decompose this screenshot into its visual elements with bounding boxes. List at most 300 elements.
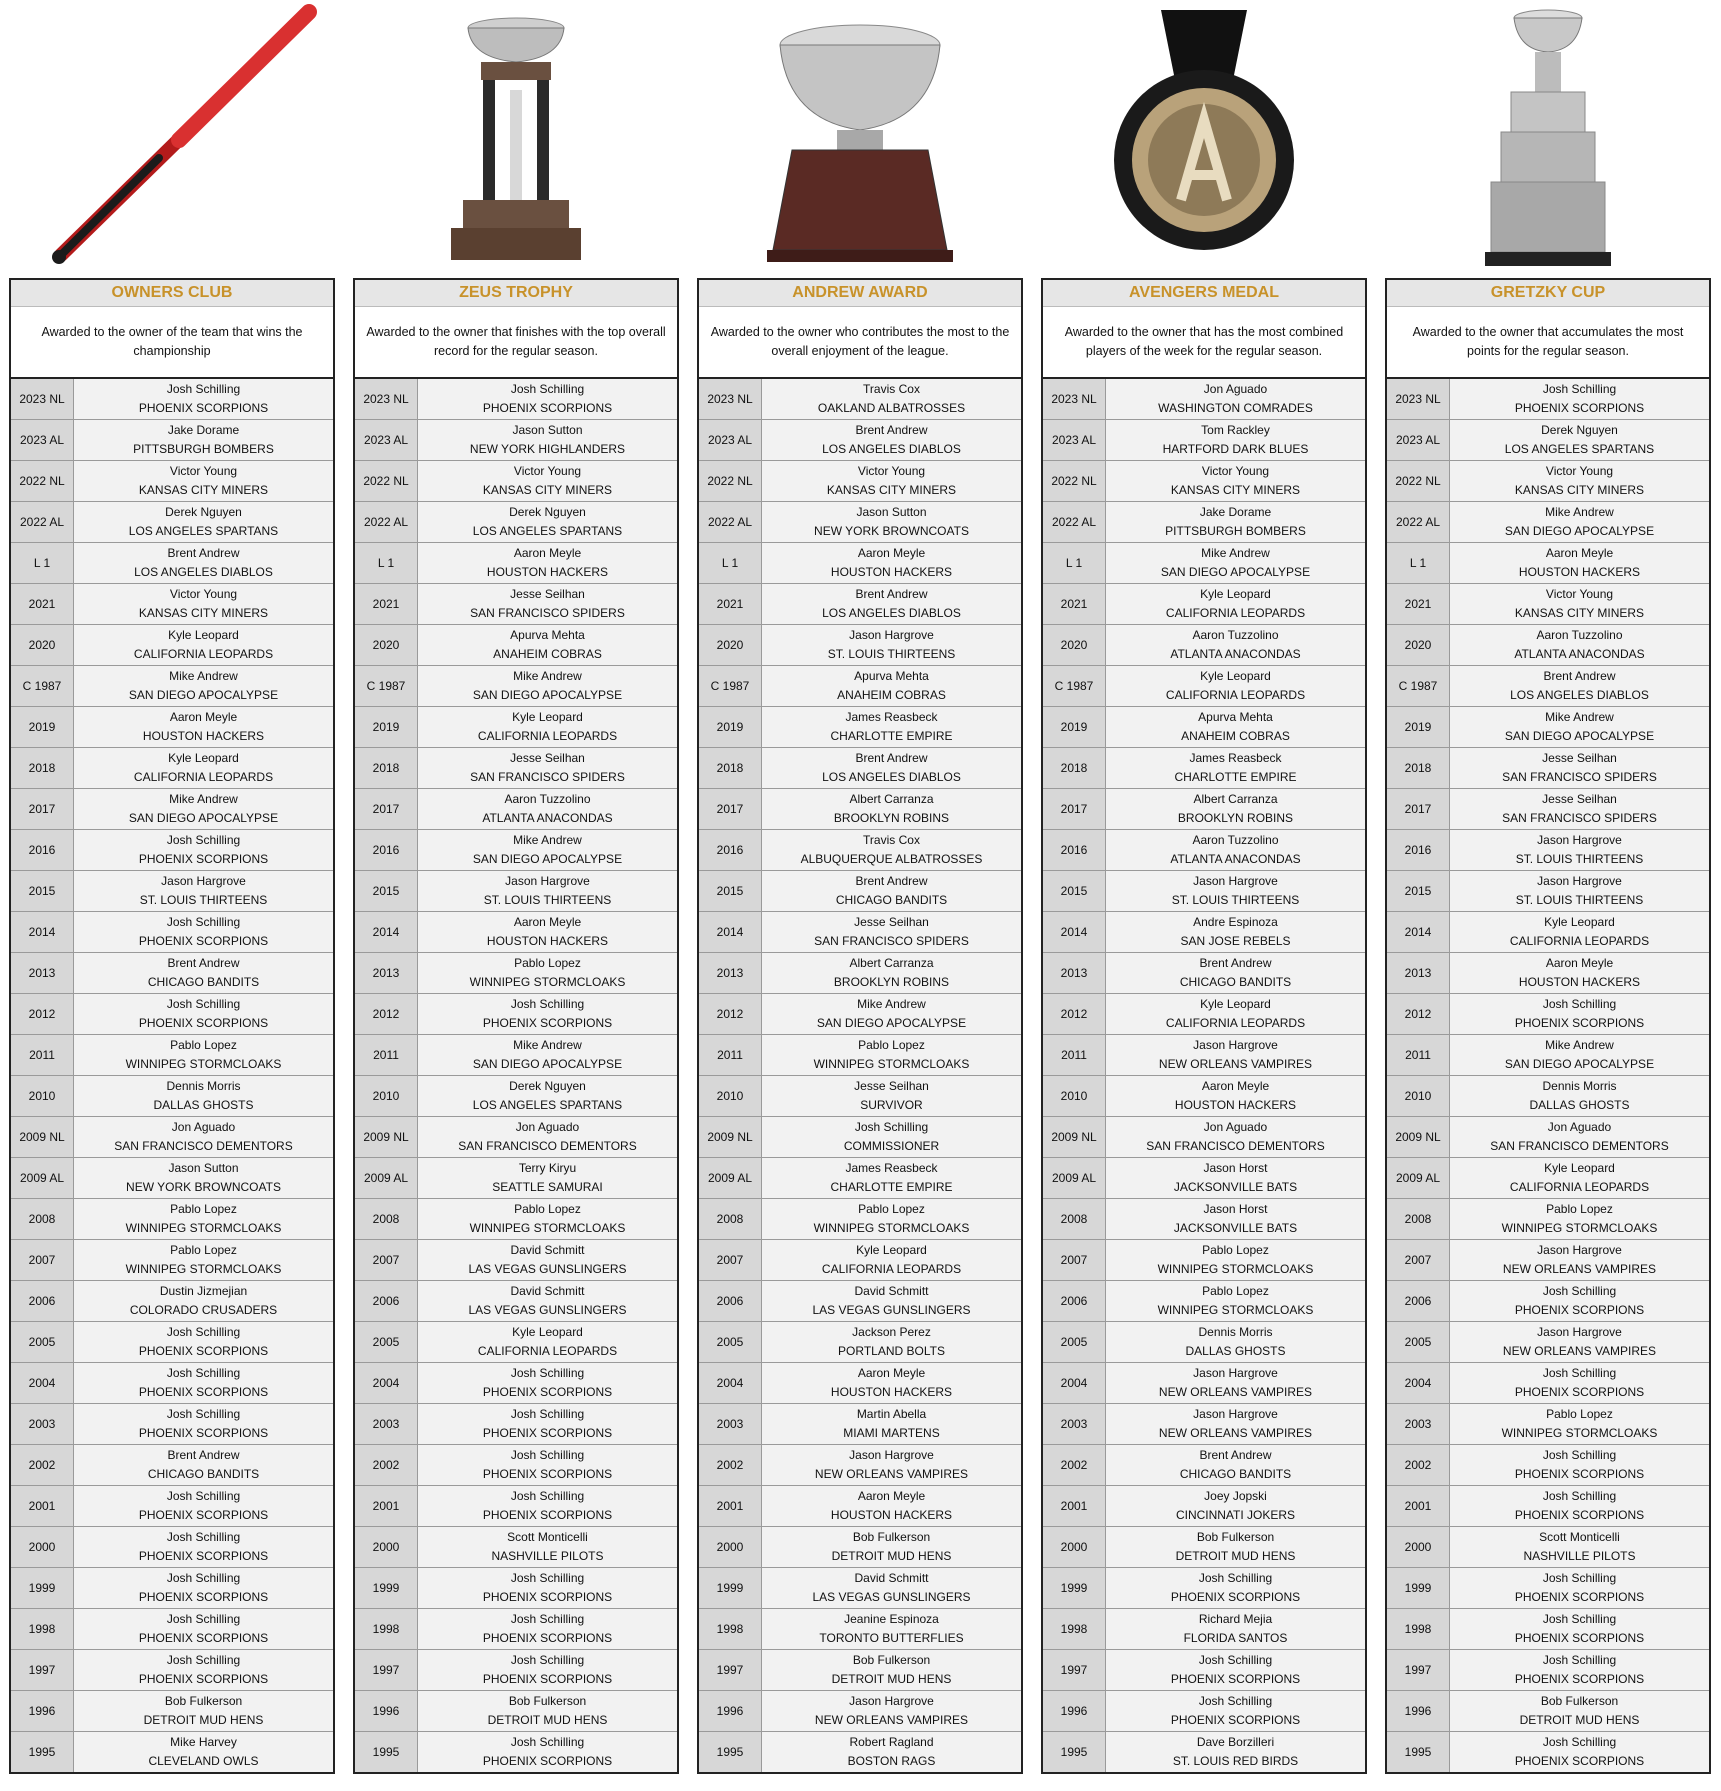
owner-name: Albert Carranza: [1193, 792, 1278, 806]
season-year: 2002: [11, 1445, 74, 1485]
owner-name: Kyle Leopard: [1200, 669, 1271, 683]
season-year: 2006: [355, 1281, 418, 1321]
team-name: PHOENIX SCORPIONS: [1514, 1590, 1645, 1604]
table-row: [699, 625, 1021, 666]
season-year: 2008: [699, 1199, 762, 1239]
season-year: 2004: [11, 1363, 74, 1403]
winner-cell: [418, 1117, 677, 1157]
season-year: 1996: [355, 1691, 418, 1731]
table-row: [1387, 1609, 1709, 1650]
winner-cell: [74, 1322, 333, 1362]
season-year: 2022 NL: [1043, 461, 1106, 501]
table-row: [699, 1322, 1021, 1363]
table-row: [11, 625, 333, 666]
season-year: 2014: [11, 912, 74, 952]
table-row: [11, 1445, 333, 1486]
season-year: 2013: [355, 953, 418, 993]
table-row: [355, 1650, 677, 1691]
team-name: KANSAS CITY MINERS: [138, 483, 269, 497]
season-year: 2019: [1387, 707, 1450, 747]
team-name: BROOKLYN ROBINS: [1177, 811, 1294, 825]
table-row: [11, 707, 333, 748]
season-year: 1999: [11, 1568, 74, 1608]
owner-name: Josh Schilling: [510, 997, 585, 1011]
team-name: SAN DIEGO APOCALYPSE: [1504, 524, 1655, 538]
season-year: 2005: [699, 1322, 762, 1362]
owner-name: Kyle Leopard: [168, 751, 239, 765]
table-row: [699, 1404, 1021, 1445]
winner-cell: [1450, 953, 1709, 993]
team-name: HOUSTON HACKERS: [486, 934, 609, 948]
owner-name: Brent Andrew: [855, 874, 928, 888]
owner-name: Jason Horst: [1203, 1161, 1268, 1175]
team-name: WINNIPEG STORMCLOAKS: [125, 1262, 282, 1276]
season-year: 2022 NL: [699, 461, 762, 501]
season-year: 1998: [1387, 1609, 1450, 1649]
team-name: PHOENIX SCORPIONS: [1514, 401, 1645, 415]
table-row: [1387, 1240, 1709, 1281]
team-name: LOS ANGELES SPARTANS: [472, 1098, 623, 1112]
team-name: LOS ANGELES SPARTANS: [472, 524, 623, 538]
season-year: C 1987: [355, 666, 418, 706]
team-name: KANSAS CITY MINERS: [826, 483, 957, 497]
winner-cell: [1106, 1527, 1365, 1567]
table-row: [355, 748, 677, 789]
season-year: 2008: [355, 1199, 418, 1239]
team-name: PHOENIX SCORPIONS: [1514, 1672, 1645, 1686]
team-name: HOUSTON HACKERS: [830, 1385, 953, 1399]
table-row: [699, 420, 1021, 461]
winner-cell: [762, 1691, 1021, 1731]
team-name: ANAHEIM COBRAS: [493, 647, 602, 661]
season-year: 2013: [1387, 953, 1450, 993]
owner-name: Pablo Lopez: [1202, 1243, 1269, 1257]
table-row: [355, 1691, 677, 1732]
season-year: 2018: [1387, 748, 1450, 788]
winner-cell: [1450, 1035, 1709, 1075]
winner-cell: [1106, 1691, 1365, 1731]
season-year: 1995: [699, 1732, 762, 1772]
season-year: 1995: [1387, 1732, 1450, 1772]
season-year: 2016: [355, 830, 418, 870]
team-name: PHOENIX SCORPIONS: [482, 1016, 613, 1030]
table-row: [355, 830, 677, 871]
award-zeus-trophy: [353, 0, 679, 1774]
table-row: [699, 953, 1021, 994]
team-name: SAN DIEGO APOCALYPSE: [816, 1016, 967, 1030]
team-name: NEW ORLEANS VAMPIRES: [1158, 1385, 1313, 1399]
season-year: 2015: [1043, 871, 1106, 911]
team-name: CHICAGO BANDITS: [835, 893, 948, 907]
team-name: BROOKLYN ROBINS: [833, 975, 950, 989]
table-row: [355, 502, 677, 543]
season-year: 2017: [1043, 789, 1106, 829]
owner-name: Andre Espinoza: [1193, 915, 1278, 929]
owner-name: Pablo Lopez: [1546, 1202, 1613, 1216]
table-row: [1387, 502, 1709, 543]
table-row: [1387, 1076, 1709, 1117]
winner-cell: [418, 1486, 677, 1526]
team-name: SAN DIEGO APOCALYPSE: [472, 688, 623, 702]
season-year: 2023 AL: [1043, 420, 1106, 460]
team-name: CALIFORNIA LEOPARDS: [1165, 688, 1306, 702]
season-year: 2019: [355, 707, 418, 747]
table-row: [355, 1527, 677, 1568]
team-name: SAN DIEGO APOCALYPSE: [1504, 729, 1655, 743]
season-year: 2011: [699, 1035, 762, 1075]
season-year: 2003: [699, 1404, 762, 1444]
award-description: Awarded to the owner that finishes with the top overall record for the regular season.: [355, 306, 677, 379]
table-row: [1387, 953, 1709, 994]
winner-cell: [762, 1486, 1021, 1526]
team-name: ST. LOUIS THIRTEENS: [483, 893, 612, 907]
season-year: 2012: [1387, 994, 1450, 1034]
winner-cell: [1450, 830, 1709, 870]
season-year: 2022 NL: [355, 461, 418, 501]
owner-name: Aaron Tuzzolino: [1536, 628, 1623, 642]
season-year: 2004: [699, 1363, 762, 1403]
table-row: [699, 379, 1021, 420]
table-row: [355, 1158, 677, 1199]
winner-cell: [418, 953, 677, 993]
table-row: [1043, 1158, 1365, 1199]
team-name: NEW ORLEANS VAMPIRES: [814, 1467, 969, 1481]
table-row: [1387, 789, 1709, 830]
owner-name: Aaron Meyle: [513, 915, 582, 929]
winner-cell: [418, 994, 677, 1034]
winner-cell: [1106, 420, 1365, 460]
table-row: [1387, 707, 1709, 748]
table-row: [11, 584, 333, 625]
winner-cell: [74, 461, 333, 501]
owner-name: Dave Borzilleri: [1196, 1735, 1275, 1749]
season-year: 2009 NL: [1387, 1117, 1450, 1157]
table-row: [1043, 994, 1365, 1035]
owner-name: Josh Schilling: [1542, 1448, 1617, 1462]
owner-name: Dustin Jizmejian: [159, 1284, 248, 1298]
stanley-cup-image: [1385, 0, 1711, 278]
winner-cell: [762, 1035, 1021, 1075]
owner-name: Josh Schilling: [510, 1735, 585, 1749]
team-name: PHOENIX SCORPIONS: [138, 1016, 269, 1030]
season-year: 2021: [699, 584, 762, 624]
winner-cell: [1450, 461, 1709, 501]
table-row: [699, 1609, 1021, 1650]
bowl-trophy-image: [697, 0, 1023, 278]
owner-name: Aaron Tuzzolino: [1192, 833, 1279, 847]
owner-name: Josh Schilling: [166, 1530, 241, 1544]
team-name: CALIFORNIA LEOPARDS: [477, 1344, 618, 1358]
season-year: 2023 NL: [699, 379, 762, 419]
table-row: [1043, 1363, 1365, 1404]
season-year: C 1987: [11, 666, 74, 706]
season-year: 1995: [355, 1732, 418, 1772]
season-year: 2002: [1387, 1445, 1450, 1485]
winner-cell: [418, 912, 677, 952]
table-row: [1387, 625, 1709, 666]
team-name: KANSAS CITY MINERS: [1170, 483, 1301, 497]
season-year: L 1: [11, 543, 74, 583]
owner-name: Albert Carranza: [849, 956, 934, 970]
team-name: PHOENIX SCORPIONS: [1514, 1754, 1645, 1768]
pillar-trophy-image: [353, 0, 679, 278]
table-row: [699, 502, 1021, 543]
winner-cell: [418, 666, 677, 706]
table-row: [11, 994, 333, 1035]
table-row: [1043, 748, 1365, 789]
table-row: [1043, 502, 1365, 543]
team-name: SAN DIEGO APOCALYPSE: [1160, 565, 1311, 579]
team-name: PHOENIX SCORPIONS: [138, 1631, 269, 1645]
winner-cell: [1450, 1158, 1709, 1198]
team-name: WINNIPEG STORMCLOAKS: [1501, 1426, 1658, 1440]
award-title: AVENGERS MEDAL: [1043, 280, 1365, 306]
team-name: SEATTLE SAMURAI: [492, 1180, 603, 1194]
table-row: [1043, 1486, 1365, 1527]
season-year: 2000: [355, 1527, 418, 1567]
table-row: [355, 1117, 677, 1158]
winner-cell: [1106, 1158, 1365, 1198]
owner-name: Jon Aguado: [1547, 1120, 1612, 1134]
owner-name: Victor Young: [169, 464, 238, 478]
table-row: [11, 1158, 333, 1199]
team-name: SAN JOSE REBELS: [1180, 934, 1291, 948]
team-name: PITTSBURGH BOMBERS: [1165, 524, 1306, 538]
owner-name: Bob Fulkerson: [508, 1694, 587, 1708]
winner-cell: [1450, 1691, 1709, 1731]
table-row: [699, 912, 1021, 953]
table-row: [699, 1158, 1021, 1199]
season-year: 2022 AL: [355, 502, 418, 542]
owner-name: Joey Jopski: [1204, 1489, 1267, 1503]
table-row: [699, 1281, 1021, 1322]
season-year: 2003: [1387, 1404, 1450, 1444]
owner-name: Brent Andrew: [855, 423, 928, 437]
table-row: [699, 1732, 1021, 1772]
season-year: 2009 NL: [355, 1117, 418, 1157]
table-row: [355, 1568, 677, 1609]
season-year: 1997: [699, 1650, 762, 1690]
table-row: [1387, 1322, 1709, 1363]
team-name: PHOENIX SCORPIONS: [138, 1508, 269, 1522]
winner-cell: [1450, 1527, 1709, 1567]
season-year: 2016: [1043, 830, 1106, 870]
season-year: 1997: [355, 1650, 418, 1690]
owner-name: Pablo Lopez: [1202, 1284, 1269, 1298]
owner-name: Josh Schilling: [510, 1653, 585, 1667]
winner-cell: [418, 1281, 677, 1321]
table-row: [11, 1035, 333, 1076]
team-name: DETROIT MUD HENS: [487, 1713, 608, 1727]
team-name: COMMISSIONER: [843, 1139, 940, 1153]
owner-name: Josh Schilling: [1542, 1571, 1617, 1585]
owner-name: Josh Schilling: [166, 997, 241, 1011]
owner-name: Josh Schilling: [166, 1407, 241, 1421]
season-year: 1999: [1387, 1568, 1450, 1608]
season-year: 2007: [1043, 1240, 1106, 1280]
winner-cell: [762, 1322, 1021, 1362]
team-name: WINNIPEG STORMCLOAKS: [469, 1221, 626, 1235]
owner-name: Josh Schilling: [510, 1448, 585, 1462]
table-row: [699, 748, 1021, 789]
season-year: 2011: [11, 1035, 74, 1075]
team-name: HOUSTON HACKERS: [1518, 565, 1641, 579]
team-name: PHOENIX SCORPIONS: [482, 1508, 613, 1522]
season-year: 1995: [1043, 1732, 1106, 1772]
owner-name: Josh Schilling: [1198, 1694, 1273, 1708]
owner-name: Josh Schilling: [854, 1120, 929, 1134]
team-name: PHOENIX SCORPIONS: [1514, 1303, 1645, 1317]
table-row: [1387, 420, 1709, 461]
table-row: [1043, 379, 1365, 420]
table-row: [1387, 1281, 1709, 1322]
team-name: HOUSTON HACKERS: [1518, 975, 1641, 989]
team-name: LOS ANGELES SPARTANS: [128, 524, 279, 538]
owner-name: Albert Carranza: [849, 792, 934, 806]
table-row: [1387, 1445, 1709, 1486]
table-row: [1043, 1691, 1365, 1732]
team-name: ST. LOUIS THIRTEENS: [1171, 893, 1300, 907]
table-row: [1043, 461, 1365, 502]
table-row: [699, 1445, 1021, 1486]
team-name: KANSAS CITY MINERS: [1514, 606, 1645, 620]
winner-cell: [1106, 1404, 1365, 1444]
season-year: 2017: [355, 789, 418, 829]
owner-name: Mike Andrew: [1545, 710, 1614, 724]
season-year: 2021: [11, 584, 74, 624]
table-row: [1043, 707, 1365, 748]
season-year: 2009 AL: [1043, 1158, 1106, 1198]
table-row: [699, 789, 1021, 830]
table-row: [699, 1486, 1021, 1527]
owner-name: Jason Sutton: [512, 423, 583, 437]
season-year: 2023 NL: [1387, 379, 1450, 419]
season-year: 2005: [355, 1322, 418, 1362]
owner-name: Bob Fulkerson: [164, 1694, 243, 1708]
season-year: C 1987: [1387, 666, 1450, 706]
season-year: 2018: [355, 748, 418, 788]
winner-cell: [74, 1609, 333, 1649]
team-name: CALIFORNIA LEOPARDS: [133, 647, 274, 661]
winner-cell: [762, 1609, 1021, 1649]
table-row: [355, 994, 677, 1035]
team-name: ST. LOUIS THIRTEENS: [1515, 852, 1644, 866]
team-name: CHARLOTTE EMPIRE: [1174, 770, 1297, 784]
winner-cell: [74, 707, 333, 747]
season-year: 2023 AL: [11, 420, 74, 460]
table-row: [1387, 1527, 1709, 1568]
season-year: 2007: [11, 1240, 74, 1280]
team-name: KANSAS CITY MINERS: [482, 483, 613, 497]
team-name: CALIFORNIA LEOPARDS: [1165, 1016, 1306, 1030]
award-gretzky-cup: [1385, 0, 1711, 1774]
team-name: JACKSONVILLE BATS: [1173, 1221, 1298, 1235]
owner-name: Mike Andrew: [513, 1038, 582, 1052]
table-row: [355, 1281, 677, 1322]
table-row: [11, 871, 333, 912]
winners-table: [11, 379, 333, 1772]
owner-name: Jeanine Espinoza: [844, 1612, 939, 1626]
winner-cell: [74, 994, 333, 1034]
season-year: 2002: [699, 1445, 762, 1485]
owner-name: Dennis Morris: [166, 1079, 241, 1093]
season-year: 2022 AL: [1043, 502, 1106, 542]
season-year: 2012: [11, 994, 74, 1034]
award-description: Awarded to the owner that accumulates the most points for the regular season.: [1387, 306, 1709, 379]
season-year: 2009 AL: [1387, 1158, 1450, 1198]
team-name: PHOENIX SCORPIONS: [138, 934, 269, 948]
owner-name: Mike Andrew: [169, 669, 238, 683]
owner-name: Jesse Seilhan: [1542, 792, 1617, 806]
table-row: [1387, 1732, 1709, 1772]
owner-name: Pablo Lopez: [514, 1202, 581, 1216]
winner-cell: [1106, 1076, 1365, 1116]
owner-name: Aaron Meyle: [857, 1366, 926, 1380]
winner-cell: [74, 1035, 333, 1075]
owner-name: Josh Schilling: [166, 1489, 241, 1503]
owner-name: Brent Andrew: [855, 587, 928, 601]
winner-cell: [1450, 1076, 1709, 1116]
owner-name: Jason Hargrove: [1193, 1366, 1278, 1380]
owner-name: Josh Schilling: [1542, 1366, 1617, 1380]
team-name: HOUSTON HACKERS: [1174, 1098, 1297, 1112]
owner-name: Aaron Tuzzolino: [504, 792, 591, 806]
team-name: SAN FRANCISCO SPIDERS: [814, 934, 969, 948]
team-name: DALLAS GHOSTS: [1529, 1098, 1630, 1112]
table-row: [355, 543, 677, 584]
season-year: 2023 AL: [355, 420, 418, 460]
winner-cell: [1450, 1568, 1709, 1608]
table-row: [1387, 584, 1709, 625]
season-year: 2015: [699, 871, 762, 911]
table-row: [11, 1322, 333, 1363]
owner-name: Jon Aguado: [1203, 1120, 1268, 1134]
winner-cell: [74, 912, 333, 952]
owner-name: Kyle Leopard: [1200, 997, 1271, 1011]
table-row: [1043, 420, 1365, 461]
owner-name: Jon Aguado: [1203, 382, 1268, 396]
table-row: [355, 1486, 677, 1527]
team-name: PHOENIX SCORPIONS: [138, 1385, 269, 1399]
team-name: SAN DIEGO APOCALYPSE: [128, 688, 279, 702]
winner-cell: [762, 543, 1021, 583]
season-year: 1999: [699, 1568, 762, 1608]
owner-name: Derek Nguyen: [509, 505, 586, 519]
team-name: PHOENIX SCORPIONS: [482, 1631, 613, 1645]
owner-name: Aaron Meyle: [1545, 546, 1614, 560]
season-year: 2019: [11, 707, 74, 747]
winner-cell: [1450, 584, 1709, 624]
team-name: SAN FRANCISCO DEMENTORS: [458, 1139, 637, 1153]
winner-cell: [1106, 1240, 1365, 1280]
winner-cell: [1450, 789, 1709, 829]
season-year: 2022 NL: [1387, 461, 1450, 501]
winner-cell: [418, 1322, 677, 1362]
owner-name: Mike Harvey: [170, 1735, 237, 1749]
winner-cell: [418, 1076, 677, 1116]
owner-name: David Schmitt: [510, 1284, 585, 1298]
team-name: WINNIPEG STORMCLOAKS: [1501, 1221, 1658, 1235]
award-title: ANDREW AWARD: [699, 280, 1021, 306]
owner-name: Jason Hargrove: [1193, 1038, 1278, 1052]
table-row: [1043, 871, 1365, 912]
table-row: [1387, 748, 1709, 789]
winner-cell: [1106, 1445, 1365, 1485]
season-year: 2013: [1043, 953, 1106, 993]
winner-cell: [762, 1404, 1021, 1444]
season-year: 2009 AL: [11, 1158, 74, 1198]
owner-name: Josh Schilling: [1542, 1653, 1617, 1667]
